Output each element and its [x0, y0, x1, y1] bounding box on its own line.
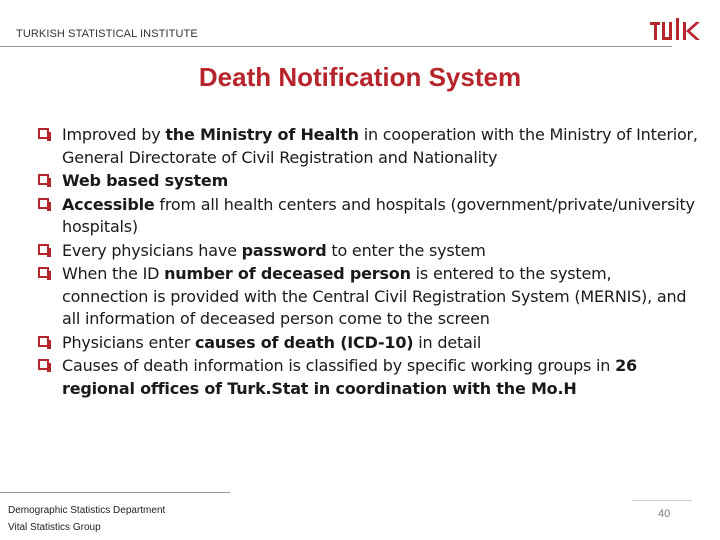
bullet-item — [38, 263, 698, 331]
bullet-item — [38, 170, 698, 193]
bullet-item — [38, 355, 698, 400]
bullet-item — [38, 240, 698, 263]
page-number: 40 — [658, 508, 671, 520]
bullet-item — [38, 194, 698, 239]
bullet-bold-text: causes of death (ICD-10) — [195, 332, 414, 352]
bullet-item — [38, 124, 698, 169]
organization-name: TURKISH STATISTICAL INSTITUTE — [16, 28, 198, 40]
bullet-text: from all health centers and hospitals (government/private/university hospitals) — [62, 194, 695, 236]
bullet-text: Causes of death information is classified by specific working groups in — [62, 356, 616, 375]
checkbox-bullet-icon — [38, 336, 49, 347]
bullet-text: in detail — [413, 332, 482, 352]
page-number-divider — [632, 500, 692, 501]
footer-group: Vital Statistics Group — [8, 522, 101, 533]
bullet-text: Improved by — [62, 125, 166, 144]
footer-divider — [0, 492, 230, 493]
checkbox-bullet-icon — [38, 244, 49, 255]
footer-department: Demographic Statistics Department — [8, 505, 166, 516]
checkbox-bullet-icon — [38, 174, 49, 185]
slide-title: Death Notification System — [198, 62, 522, 92]
bullet-bold-text: Accessible — [62, 194, 155, 214]
bullet-text: Physicians enter — [62, 332, 196, 352]
bullet-bold-text: the Ministry of Health — [165, 125, 359, 144]
bullet-text: is entered to the system, connection is provided with the Central Civil Registration System (MERNIS), and all information of deceased person come to the screen — [62, 264, 687, 328]
bullet-list — [38, 124, 698, 401]
bullet-text: in cooperation with the Ministry of Interior, General Directorate of Civil Registration and Nationality — [62, 125, 698, 167]
tuik-logo — [650, 18, 706, 40]
footer — [8, 502, 165, 536]
bullet-bold-text: number of deceased person — [164, 264, 411, 283]
bullet-bold-text: Web based system — [62, 171, 229, 190]
bullet-item — [38, 332, 698, 355]
bullet-text: Every physicians have — [62, 240, 242, 260]
header-divider — [0, 46, 672, 47]
bullet-text: When the ID — [62, 264, 165, 283]
bullet-text: to enter the system — [326, 240, 486, 260]
checkbox-bullet-icon — [38, 198, 49, 209]
bullet-bold-text: 26 regional offices of Turk.Stat in coordination with the Mo.H — [62, 356, 637, 398]
checkbox-bullet-icon — [38, 267, 49, 278]
checkbox-bullet-icon — [38, 128, 49, 139]
bullet-bold-text: password — [241, 240, 327, 260]
checkbox-bullet-icon — [38, 359, 49, 370]
